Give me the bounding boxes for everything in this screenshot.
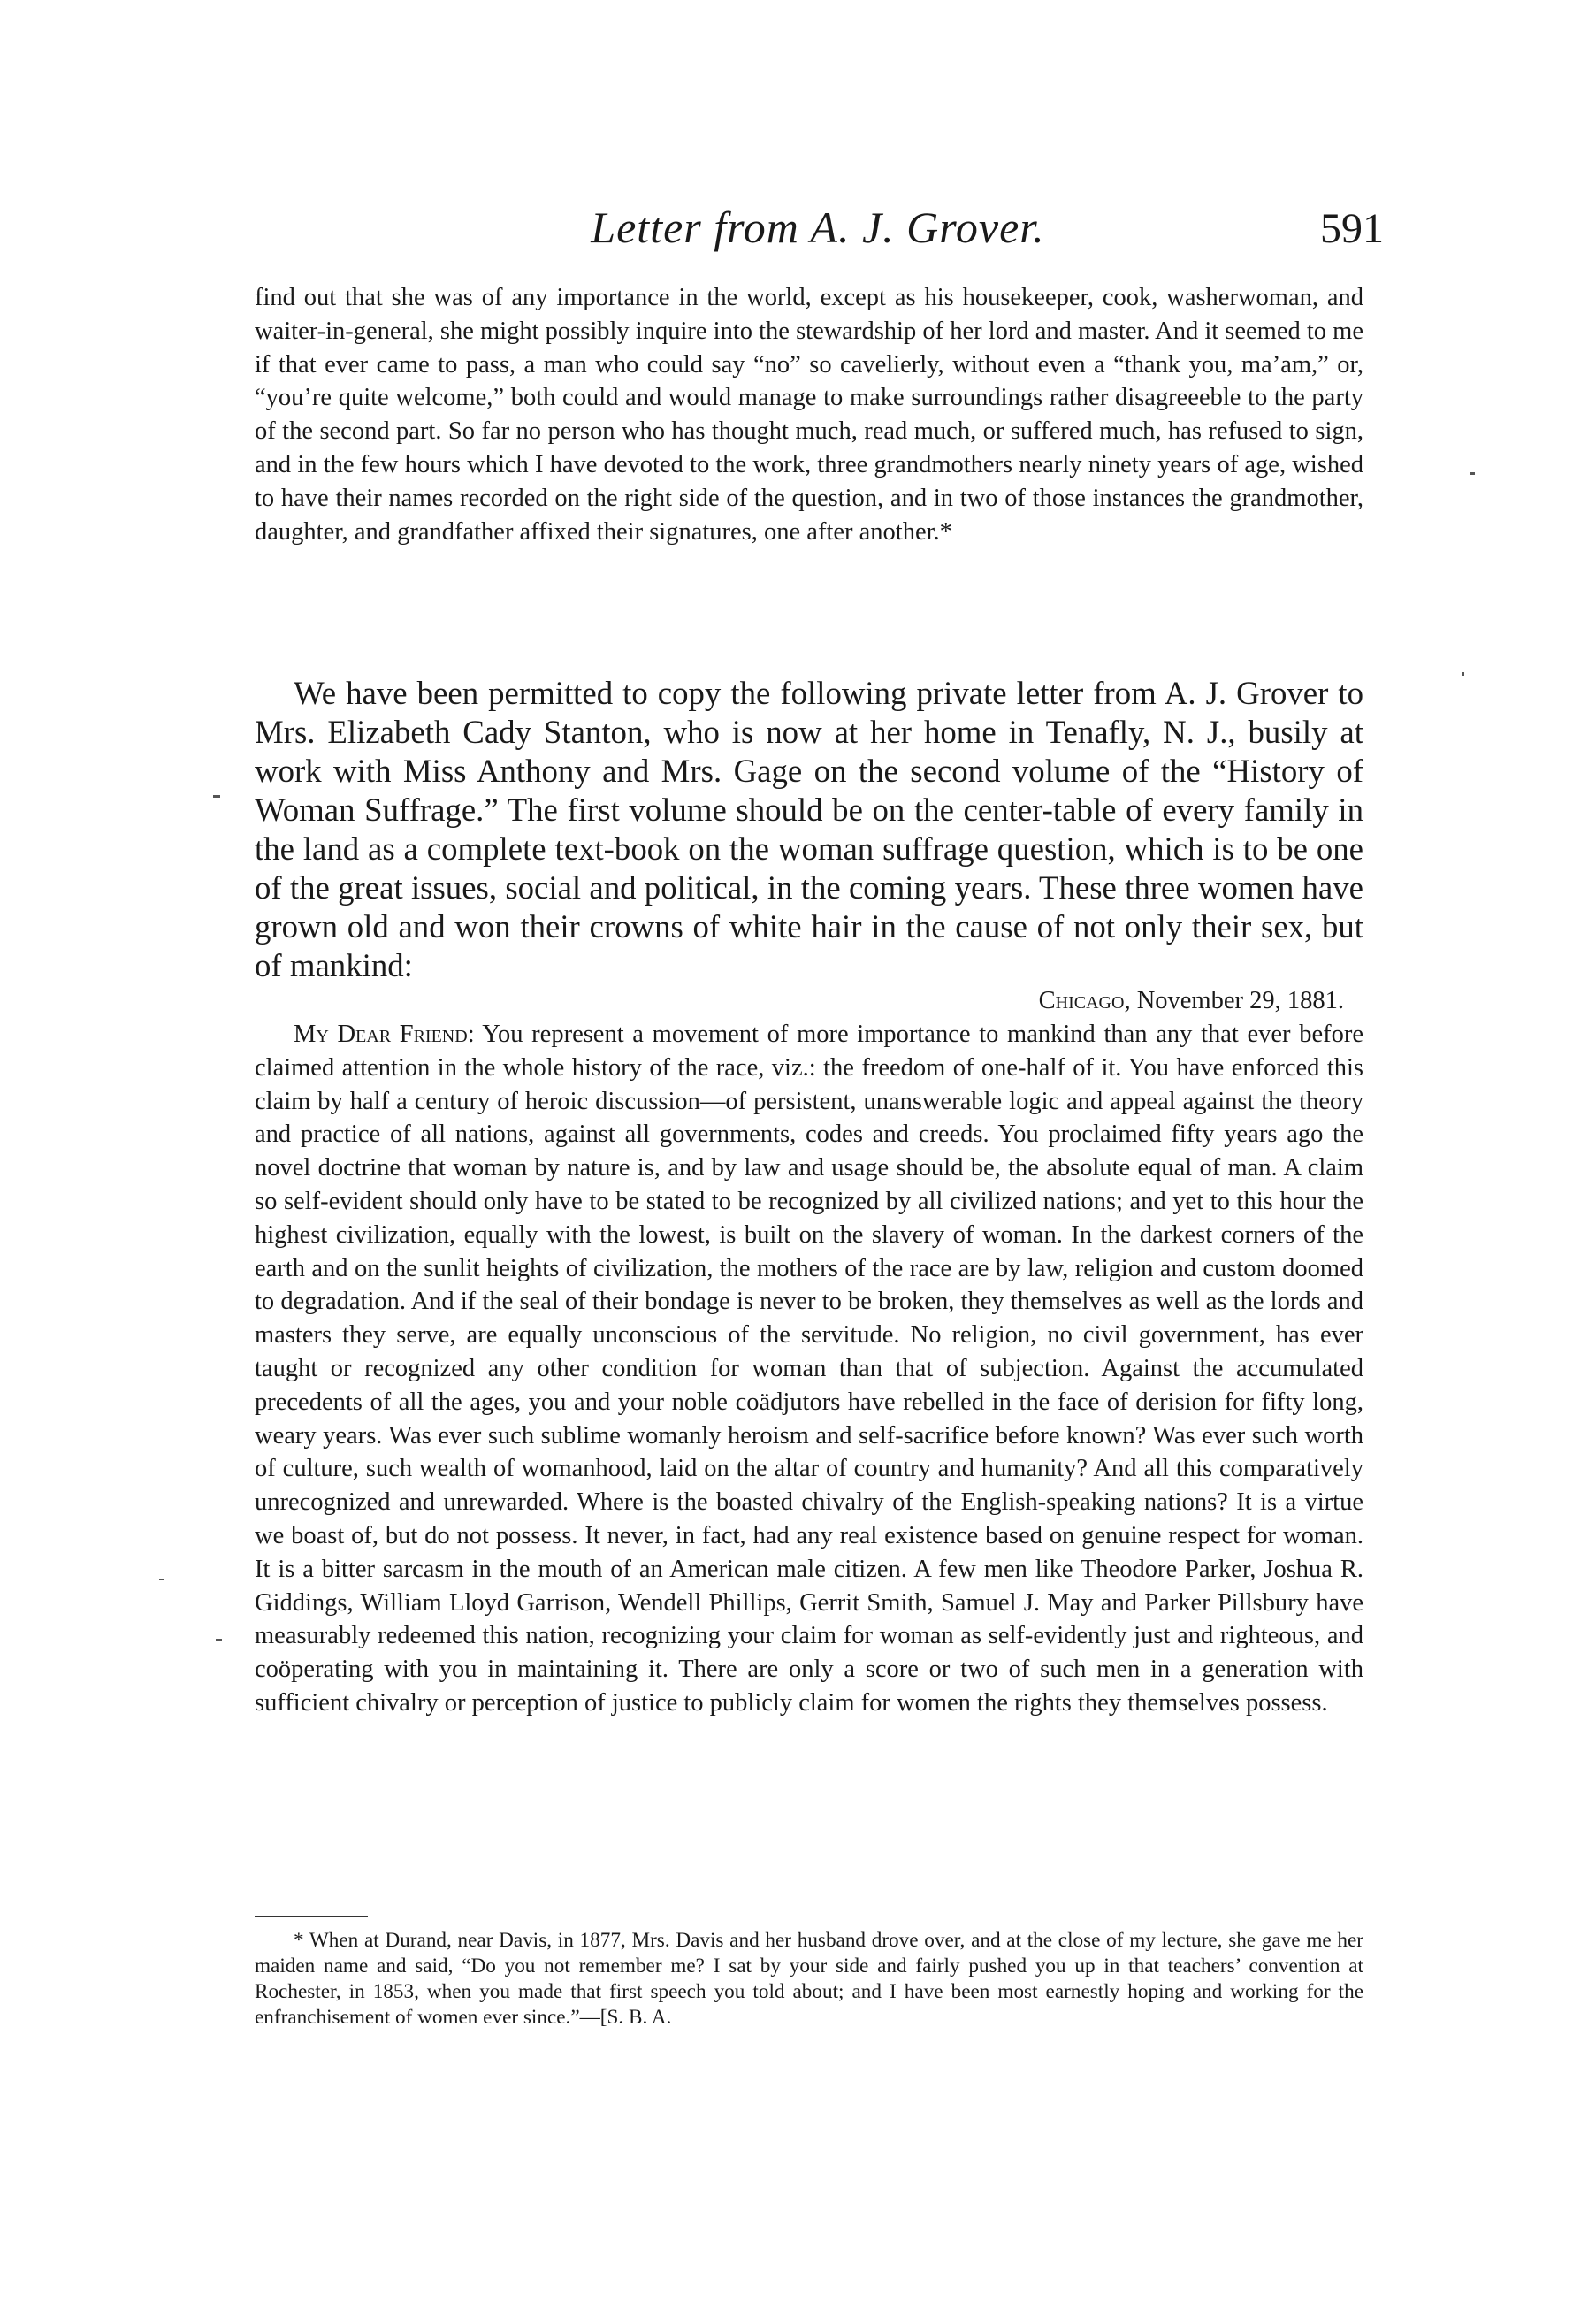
page-header (252, 196, 1384, 258)
footnote-text: * When at Durand, near Davis, in 1877, Mrs. Davis and her husband drove over, and at the close of my lecture, she gave me her maiden name and said, “Do you not remember me? I sat by your side and fairly pushed you up in that teachers’ convention at Rochester, in 1853, when you made that first speech you told about; and I have been most earnestly hoping and working for the enfranchisement of women ever since.”—[S. B. A. (255, 1929, 1363, 2029)
letter-salutation: My Dear Friend: (294, 1021, 475, 1048)
page-number: 591 (1320, 205, 1384, 252)
footnote-rule (255, 1916, 368, 1917)
intro-paragraph (255, 674, 1363, 985)
letter-body-text: You represent a movement of more importance to mankind than any that ever before claimed attention in the whole history of the race, viz.: the freedom of one-half of it. You have enforced this claim by half a century of heroic discussion—of persistent, unanswerable logic and appeal against the theory and practice of all nations, against all governments, codes and creeds. You proclaimed fifty years ago the novel doctrine that woman by nature is, and by law and usage should be, the absolute equal of man. A claim so self-evident should only have to be stated to be recognized by all civilized nations; and yet to this hour the highest civilization, equally with the lowest, is built on the slavery of woman. In the darkest corners of the earth and on the sunlit heights of civilization, the mothers of the race are by law, religion and custom doomed to degradation. And if the seal of their bondage is never to be broken, they themselves as well as the lords and masters they serve, are equally unconscious of the servitude. No religion, no civil government, has ever taught or recognized any other condition for woman than that of subjection. Against the accumulated precedents of all the ages, you and your noble coädjutors have rebelled in the face of derision for fifty long, weary years. Was ever such sublime womanly heroism and self-sacrifice before known? Was ever such worth of culture, such wealth of womanhood, laid on the altar of country and humanity? And all this comparatively unrecognized and unrewarded. Where is the boasted chivalry of the English-speaking nations? It is a virtue we boast of, but do not possess. It never, in fact, had any real existence based on genuine respect for woman. It is a bitter sarcasm in the mouth of an American male citizen. A few men like Theodore Parker, Joshua R. Giddings, William Lloyd Garrison, Wendell Phillips, Gerrit Smith, Samuel J. May and Parker Pillsbury have measurably redeemed this nation, recognizing your claim for woman as self-evidently just and righteous, and coöperating with you in maintaining it. There are only a score or two of such men in a generation with sufficient chivalry or perception of justice to publicly claim for women the rights they themselves possess. (255, 1021, 1363, 1717)
margin-speck (1470, 472, 1475, 475)
margin-speck (1462, 672, 1464, 676)
margin-speck (159, 1579, 164, 1580)
letter-dateline (255, 984, 1344, 1018)
margin-speck (216, 1639, 222, 1641)
intro-text: We have been permitted to copy the following private letter from A. J. Grover to Mrs. Elizabeth Cady Stanton, who is now at her home in Tenafly, N. J., busily at work with Miss Anthony and Mrs. Gage on the second volume of the “History of Woman Suffrage.” The first volume should be on the center-table of every family in the land as a complete text-book on the woman suffrage question, which is to be one of the great issues, social and political, in the coming years. These three women have grown old and won their crowns of white hair in the cause of not only their sex, but of mankind: (255, 675, 1363, 983)
dateline-place: Chicago, (1038, 987, 1131, 1014)
letter-body (255, 1018, 1363, 1720)
margin-speck (213, 795, 220, 798)
running-title: Letter from A. J. Grover. (591, 203, 1045, 252)
continuation-paragraph (255, 281, 1363, 548)
footnote (255, 1928, 1363, 2031)
letter-paragraph (255, 1018, 1363, 1720)
dateline-date: November 29, 1881. (1136, 987, 1344, 1014)
continuation-text: find out that she was of any importance in the world, except as his housekeeper, cook, washerwoman, and waiter-in-general, she might possibly inquire into the stewardship of her lord and master. And it seemed to me if that ever came to pass, a man who could say “no” so cavelierly, without even a “thank you, ma’am,” or, “you’re quite welcome,” both could and would manage to make surroundings rather disagreeeble to the party of the second part. So far no person who has thought much, read much, or suffered much, has refused to sign, and in the few hours which I have devoted to the work, three grandmothers nearly ninety years of age, wished to have their names recorded on the right side of the question, and in two of those instances the grandmother, daughter, and grandfather affixed their signatures, one after another.* (255, 284, 1363, 546)
